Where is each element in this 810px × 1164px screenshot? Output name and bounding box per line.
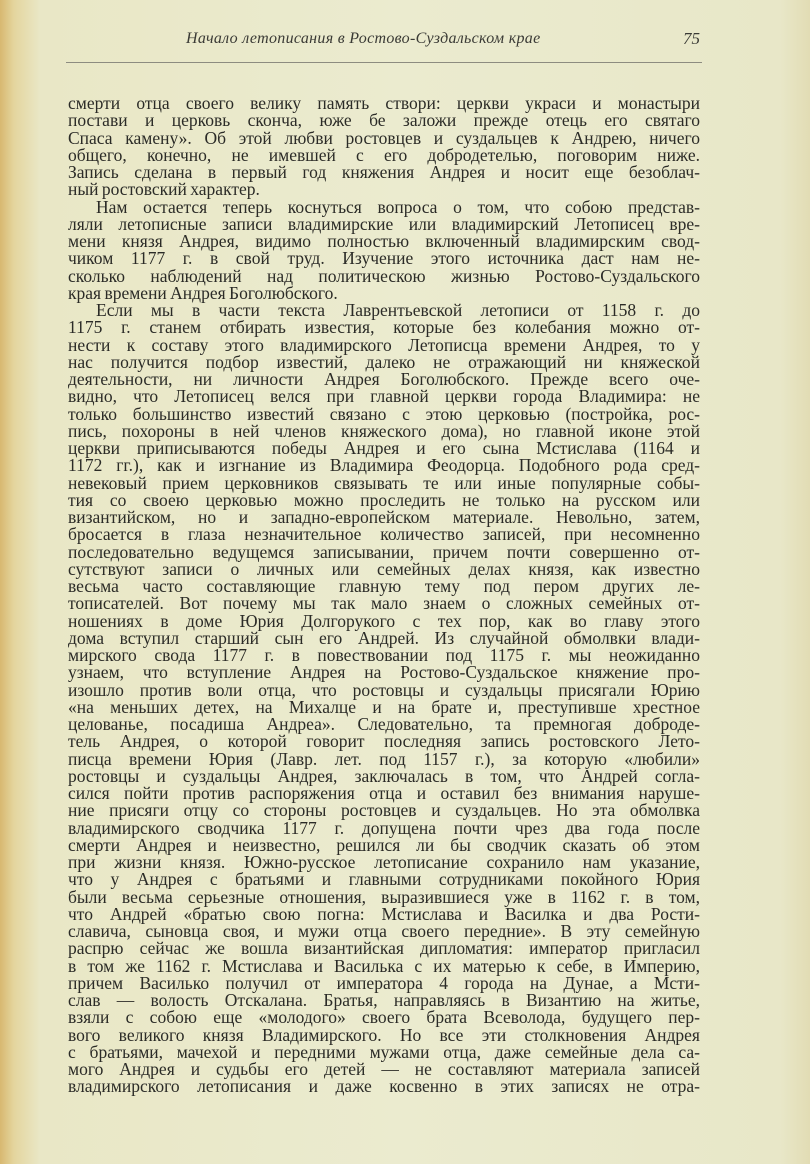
text-line: постави и церковь скончa, юже бе заложи прежде отець его святаго [68, 110, 700, 131]
text-line: изошло против воли отца, что ростовцы и суздальцы присягали Юрию [68, 679, 700, 700]
text-line: церкви приписываются победы Андрея и его сына Мстислава (1164 и [68, 438, 700, 458]
text-line: тия со своею церковью можно проследить не только на русском или [68, 489, 700, 510]
text-line: тель Андрея, о которой говорит последняя запись ростовского Лето- [68, 731, 700, 752]
text-line: мирского свода 1177 г. в повествовании под 1175 г. мы неожиданно [68, 645, 700, 665]
body-text [68, 95, 700, 1096]
text-line: последовательно ведущемся записывании, причем почти совершенно от- [68, 541, 700, 562]
text-line: с братьями, мачехой и передними мужами отца, даже семейные дела са- [68, 1041, 700, 1062]
text-line: деятельности, ни личности Андрея Боголюбского. Прежде всего оче- [68, 369, 700, 389]
text-line: ростовцы и суздальцы Андрея, заключалась в том, что Андрей согла- [68, 765, 700, 786]
text-line: бросается в глаза незначительное количество записей, при несомненно [68, 524, 700, 545]
header-rule [66, 62, 702, 63]
text-line: распрю сейчас же вошла византийская дипломатия: император пригласил [68, 938, 700, 959]
text-line: слав — волость Отскалана. Братья, направляясь в Византию на житье, [68, 990, 700, 1010]
text-line: Запись сделана в первый год княжения Андрея и носит еще безоблач- [68, 162, 700, 182]
text-line: были весьма серьезные отношения, выразившиеся уже в 1162 г. в том, [68, 886, 700, 907]
text-line: Нам остается теперь коснуться вопроса о том, что собою представ- [96, 196, 700, 217]
text-line: писца времени Юрия (Лавр. лет. под 1157 г.), за которую «любили» [68, 748, 700, 769]
running-title: Начало летописания в Ростово-Суздальском крае [186, 30, 541, 47]
text-line: смерти Андрея и неизвестно, решился ли бы сводчик сказать об этом [68, 834, 700, 855]
text-line: что Андрей «братью свою погна: Мстислава и Василка и два Рости- [68, 903, 700, 924]
text-line: сколько наблюдений над политическою жизнью Ростово-Суздальского [68, 265, 700, 286]
text-line: общего, конечно, не имевшей с его добродетелью, поговорим ниже. [68, 144, 700, 165]
text-line: ние присяги отцу со стороны ростовцев и суздальцев. Но эта обмолвка [68, 800, 700, 821]
text-line: видно, что Летописец велся при главной церкви города Владимира: не [68, 386, 700, 407]
text-line: Если мы в части текста Лаврентьевской летописи от 1158 г. до [96, 300, 700, 320]
text-line: владимирского летописания и даже косвенно в этих записях не отра- [68, 1076, 700, 1097]
text-line: мени князя Андрея, видимо полностью включенный владимирским свод- [68, 231, 700, 251]
text-line: тописателей. Вот почему мы так мало знаем о сложных семейных от- [68, 593, 700, 614]
text-line: целованье, посадиша Андреа». Следовательно, та премногая доброде- [68, 714, 700, 734]
text-line: при жизни князя. Южно-русское летописание сохранило нам указание, [68, 852, 700, 872]
text-line: дома вступил старший сын его Андрей. Из случайной обмолвки влади- [68, 627, 700, 648]
text-line: владимирского сводчика 1177 г. допущена почти чрез два года после [68, 817, 700, 838]
text-line: византийском, но и западно-европейском материале. Невольно, затем, [68, 507, 700, 527]
text-line: 1175 г. станем отбирать известия, которые без колебания можно от- [68, 317, 700, 338]
page-number: 75 [683, 29, 700, 48]
text-line: «на меньших детех, на Михалце и на брате и, преступивше хрестное [68, 696, 700, 717]
text-line: что у Андрея с братьями и главными сотрудниками покойного Юрия [68, 869, 700, 890]
text-line: причем Василько получил от императора 4 города на Дунае, а Мсти- [68, 972, 700, 993]
text-line: весьма часто составляющие главную тему под пером других ле- [68, 576, 700, 596]
text-line: в том же 1162 г. Мстислава и Василька с их матерью к себе, в Империю, [68, 955, 700, 976]
text-line: ляли летописные записи владимирские или владимирский Летописец вре- [68, 213, 700, 234]
text-line: взяли с собою еще «молодого» своего брата Всеволода, будущего пер- [68, 1007, 700, 1028]
text-line: невековый прием церковников связывать те или иные популярные собы- [68, 472, 700, 493]
text-line: 1172 гг.), как и изгнание из Владимира Феодорца. Подобного рода сред- [68, 455, 700, 476]
text-line: сутствуют записи о личных или семейных делах князя, как известно [68, 558, 700, 579]
text-line: края времени Андрея Боголюбского. [68, 282, 338, 303]
text-line: чиком 1177 г. в свой труд. Изучение этого источника даст нам не- [68, 248, 700, 269]
text-line: смерти отца своего велику память створи: церкви украси и монастыри [68, 93, 700, 113]
text-line: сился пойти против распоряжения отца и оставил без внимания наруше- [68, 783, 700, 803]
text-line: нести к составу этого владимирского Летописца времени Андрея, то у [68, 334, 700, 355]
text-line: нас получится подбор известий, далеко не отражающий ни княжеской [68, 351, 700, 372]
text-line: узнаем, что вступление Андрея на Ростово-Суздальское княжение про- [68, 662, 700, 683]
text-line: мого Андрея и судьбы его детей — не составляют материала записей [68, 1059, 700, 1079]
text-line: Спаса камену». Об этой любви ростовцев и суздальцев к Андрею, ничего [68, 127, 700, 148]
text-line: только большинство известий связано с этою церковью (постройка, рос- [68, 403, 700, 424]
text-line: ношениях в доме Юрия Долгорукого с тех пор, как во главу этого [68, 610, 700, 631]
page-header [66, 26, 702, 56]
text-line: славича, сыновца своя, и мужи отца своего передние». В эту семейную [68, 921, 700, 941]
text-line: пись, похороны в ней членов княжеского дома), но главной иконе этой [68, 420, 700, 441]
text-line: ный ростовский характер. [68, 179, 260, 200]
text-line: вого великого князя Владимирского. Но все эти столкновения Андрея [68, 1024, 700, 1045]
